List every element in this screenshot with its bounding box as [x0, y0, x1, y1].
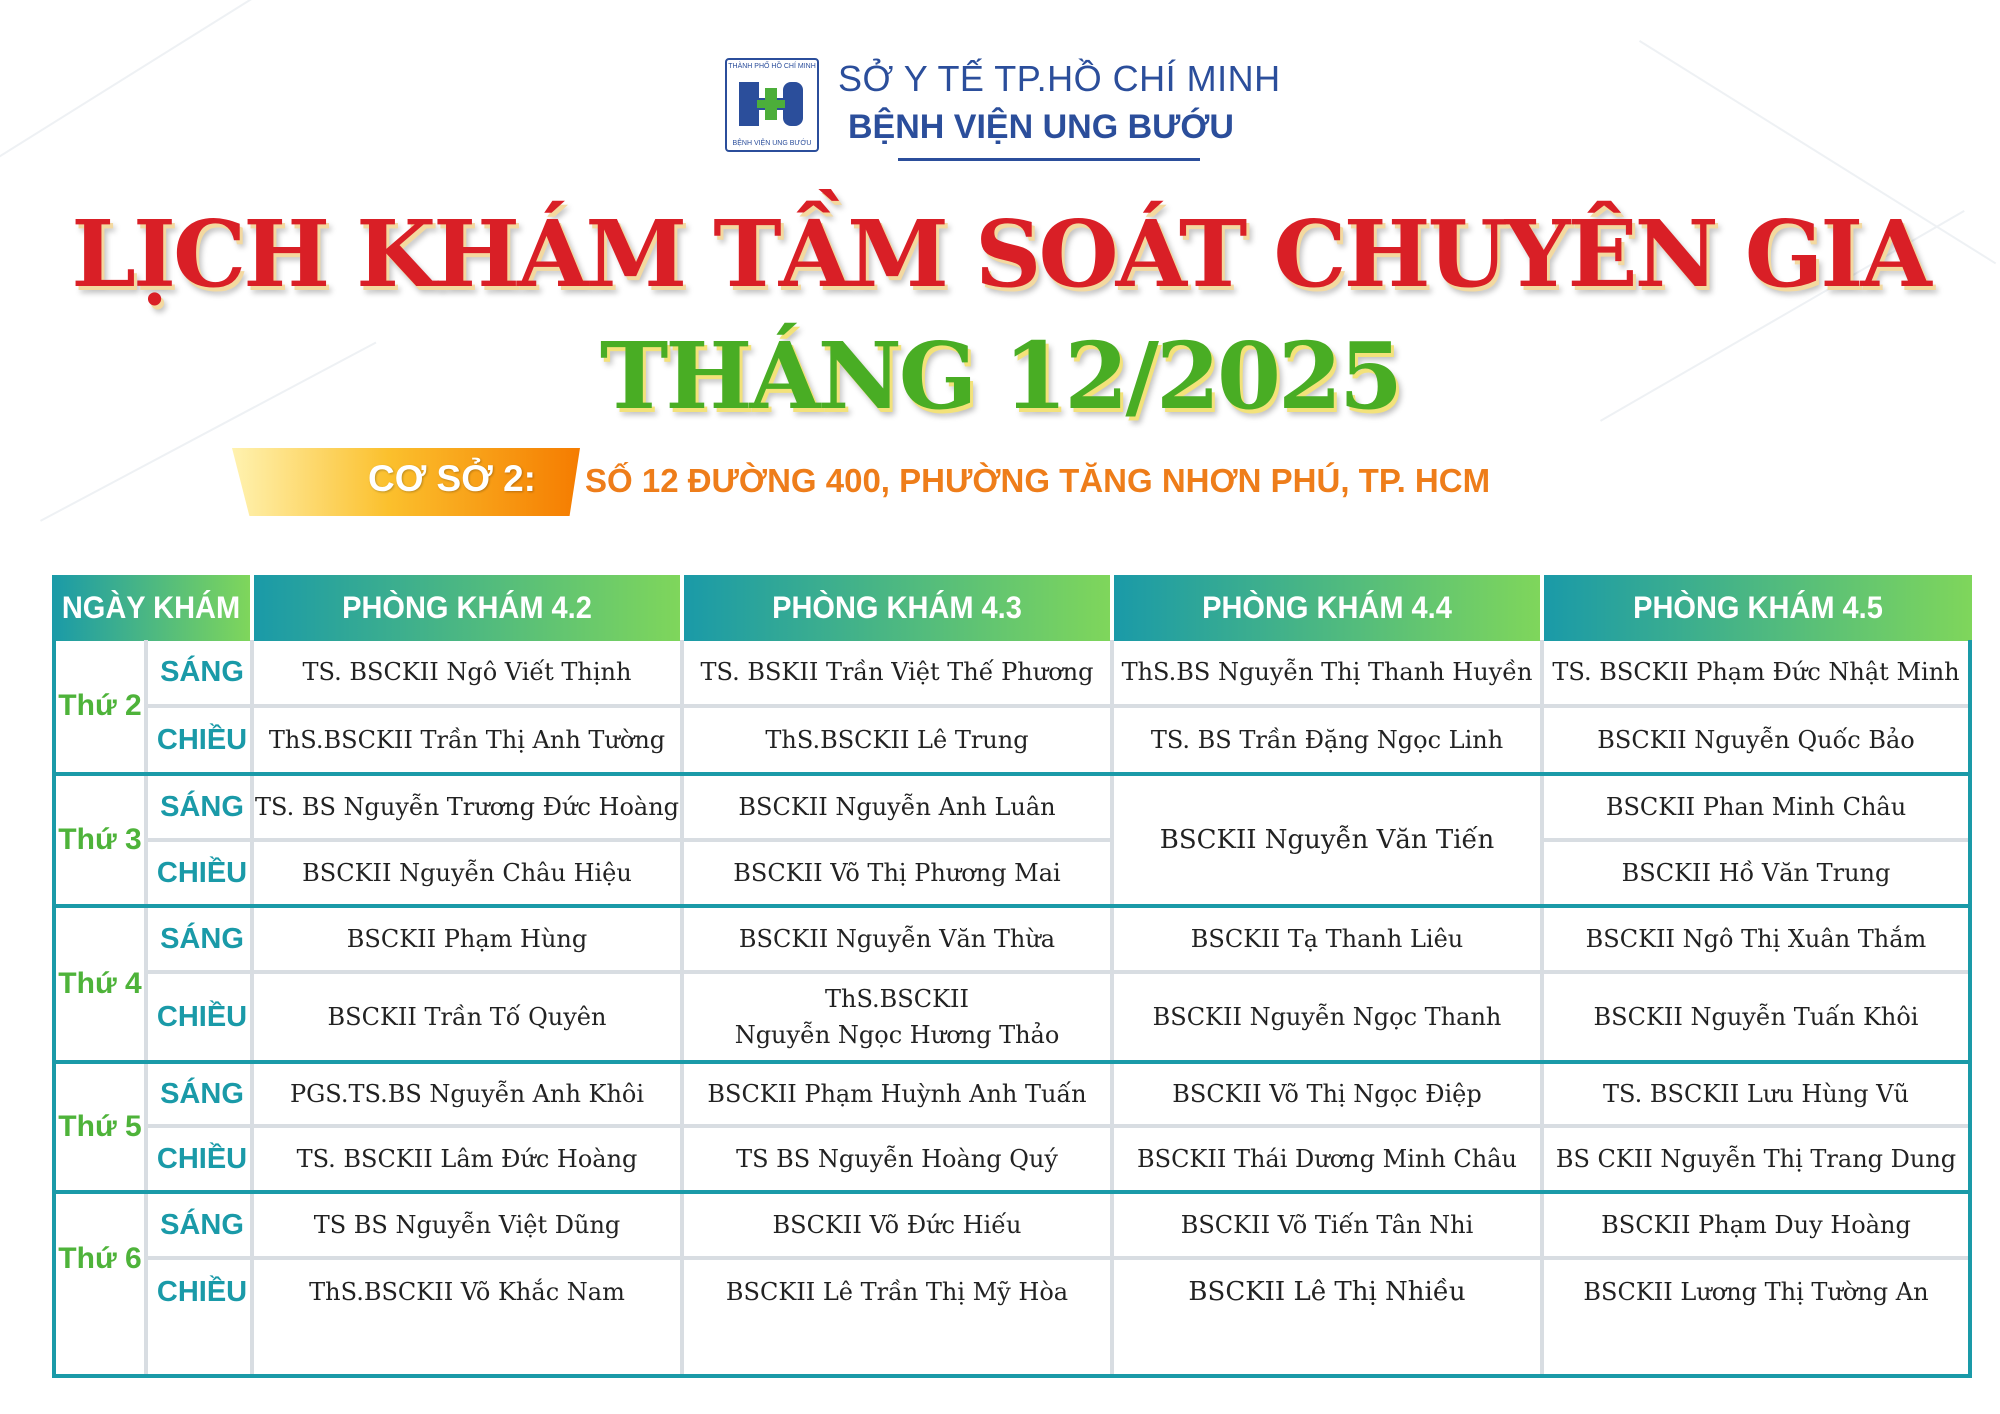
doctor-cell: ThS.BSCKII Lê Trung	[765, 726, 1029, 754]
doctor-cell: ThS.BS Nguyễn Thị Thanh Huyền	[1121, 658, 1533, 686]
session-morning: SÁNG	[160, 922, 244, 955]
doctor-cell: TS. BSCKII Lưu Hùng Vũ	[1603, 1080, 1909, 1108]
doctor-cell: TS. BS Trần Đặng Ngọc Linh	[1150, 726, 1504, 754]
doctor-cell: ThS.BSCKII Võ Khắc Nam	[309, 1278, 625, 1306]
logo-mark-icon	[737, 78, 805, 130]
day-label: Thứ 3	[58, 823, 142, 856]
doctor-cell-merged: BSCKII Nguyễn Văn Tiến	[1159, 825, 1495, 855]
doctor-cell: PGS.TS.BS Nguyễn Anh Khôi	[289, 1080, 645, 1108]
day-label: Thứ 2	[58, 689, 142, 722]
doctor-cell	[684, 974, 1110, 1060]
session-afternoon: CHIỀU	[156, 1000, 248, 1033]
doctor-cell: BSCKII Nguyễn Ngọc Thanh	[1152, 1003, 1502, 1031]
doctor-cell: ThS.BSCKII Trần Thị Anh Tường	[268, 726, 666, 754]
hospital-name: BỆNH VIỆN UNG BƯỚU	[848, 108, 1234, 146]
doctor-name: Nguyễn Ngọc Hương Thảo	[734, 1021, 1060, 1049]
header-room-4-4: PHÒNG KHÁM 4.4	[1114, 575, 1540, 641]
header-room-4-3: PHÒNG KHÁM 4.3	[684, 575, 1110, 641]
session-morning: SÁNG	[160, 655, 244, 688]
doctor-cell: BSCKII Phan Minh Châu	[1605, 793, 1907, 821]
session-morning: SÁNG	[160, 790, 244, 823]
doctor-cell: BSCKII Tạ Thanh Liêu	[1190, 925, 1464, 953]
session-afternoon: CHIỀU	[156, 723, 248, 756]
doctor-cell: BSCKII Võ Tiến Tân Nhi	[1180, 1211, 1474, 1239]
doctor-cell: BSCKII Phạm Huỳnh Anh Tuấn	[707, 1080, 1087, 1108]
day-label: Thứ 4	[58, 967, 142, 1000]
doctor-cell: BSCKII Nguyễn Văn Thừa	[738, 925, 1056, 953]
doctor-cell: TS. BSCKII Phạm Đức Nhật Minh	[1552, 658, 1960, 686]
header-room-4-5: PHÒNG KHÁM 4.5	[1544, 575, 1972, 641]
session-afternoon: CHIỀU	[156, 856, 248, 889]
doctor-cell: TS BS Nguyễn Việt Dũng	[313, 1211, 621, 1239]
hospital-logo	[725, 58, 819, 152]
doctor-cell: TS. BSKII Trần Việt Thế Phương	[700, 658, 1094, 686]
doctor-cell: BSCKII Lê Thị Nhiều	[1188, 1277, 1466, 1307]
doctor-cell: BSCKII Nguyễn Anh Luân	[738, 793, 1056, 821]
doctor-cell: BSCKII Lương Thị Tường An	[1583, 1278, 1929, 1306]
logo-top-text: THÀNH PHỐ HỒ CHÍ MINH	[728, 63, 816, 70]
header-room-4-2: PHÒNG KHÁM 4.2	[254, 575, 680, 641]
day-label: Thứ 6	[58, 1242, 142, 1275]
doctor-cell: BSCKII Thái Dương Minh Châu	[1136, 1145, 1517, 1173]
session-afternoon: CHIỀU	[156, 1275, 248, 1308]
doctor-cell: BSCKII Võ Thị Phương Mai	[733, 859, 1061, 887]
doctor-cell: BSCKII Võ Thị Ngọc Điệp	[1172, 1080, 1482, 1108]
bg-decoration	[0, 0, 317, 182]
department-name: SỞ Y TẾ TP.HỒ CHÍ MINH	[838, 58, 1281, 99]
page-subtitle-month: THÁNG 12/2025	[599, 322, 1401, 430]
header-underline	[898, 158, 1200, 161]
doctor-cell: TS. BSCKII Ngô Viết Thịnh	[302, 658, 632, 686]
doctor-cell: BSCKII Phạm Hùng	[346, 925, 588, 953]
doctor-cell: BSCKII Ngô Thị Xuân Thắm	[1585, 925, 1927, 953]
doctor-cell: BSCKII Lê Trần Thị Mỹ Hòa	[725, 1278, 1069, 1306]
doctor-cell: TS. BSCKII Lâm Đức Hoàng	[296, 1145, 638, 1173]
header-day: NGÀY KHÁM	[52, 575, 250, 641]
doctor-cell: BSCKII Hồ Văn Trung	[1621, 859, 1891, 887]
session-morning: SÁNG	[160, 1077, 244, 1110]
address-text: SỐ 12 ĐƯỜNG 400, PHƯỜNG TĂNG NHƠN PHÚ, TP. HCM	[585, 462, 1491, 499]
address-label: CƠ SỞ 2:	[368, 458, 536, 499]
doctor-cell: BSCKII Võ Đức Hiếu	[772, 1211, 1022, 1239]
doctor-cell: BSCKII Nguyễn Châu Hiệu	[302, 859, 632, 887]
doctor-title: ThS.BSCKII	[824, 985, 969, 1013]
doctor-cell: TS. BS Nguyễn Trương Đức Hoàng	[254, 793, 680, 821]
doctor-cell: BSCKII Trần Tố Quyên	[327, 1003, 607, 1031]
logo-bottom-text: BỆNH VIỆN UNG BƯỚU	[732, 140, 812, 147]
doctor-cell: TS BS Nguyễn Hoàng Quý	[736, 1145, 1058, 1173]
day-label: Thứ 5	[58, 1110, 142, 1143]
session-morning: SÁNG	[160, 1208, 244, 1241]
page-title: LỊCH KHÁM TẦM SOÁT CHUYÊN GIA	[71, 200, 1929, 308]
schedule-grid	[52, 640, 1972, 1378]
doctor-cell: BSCKII Nguyễn Quốc Bảo	[1597, 726, 1915, 754]
doctor-cell: BSCKII Phạm Duy Hoàng	[1601, 1211, 1911, 1239]
session-afternoon: CHIỀU	[156, 1142, 248, 1175]
doctor-cell: BS CKII Nguyễn Thị Trang Dung	[1555, 1145, 1957, 1173]
doctor-cell: BSCKII Nguyễn Tuấn Khôi	[1593, 1003, 1919, 1031]
